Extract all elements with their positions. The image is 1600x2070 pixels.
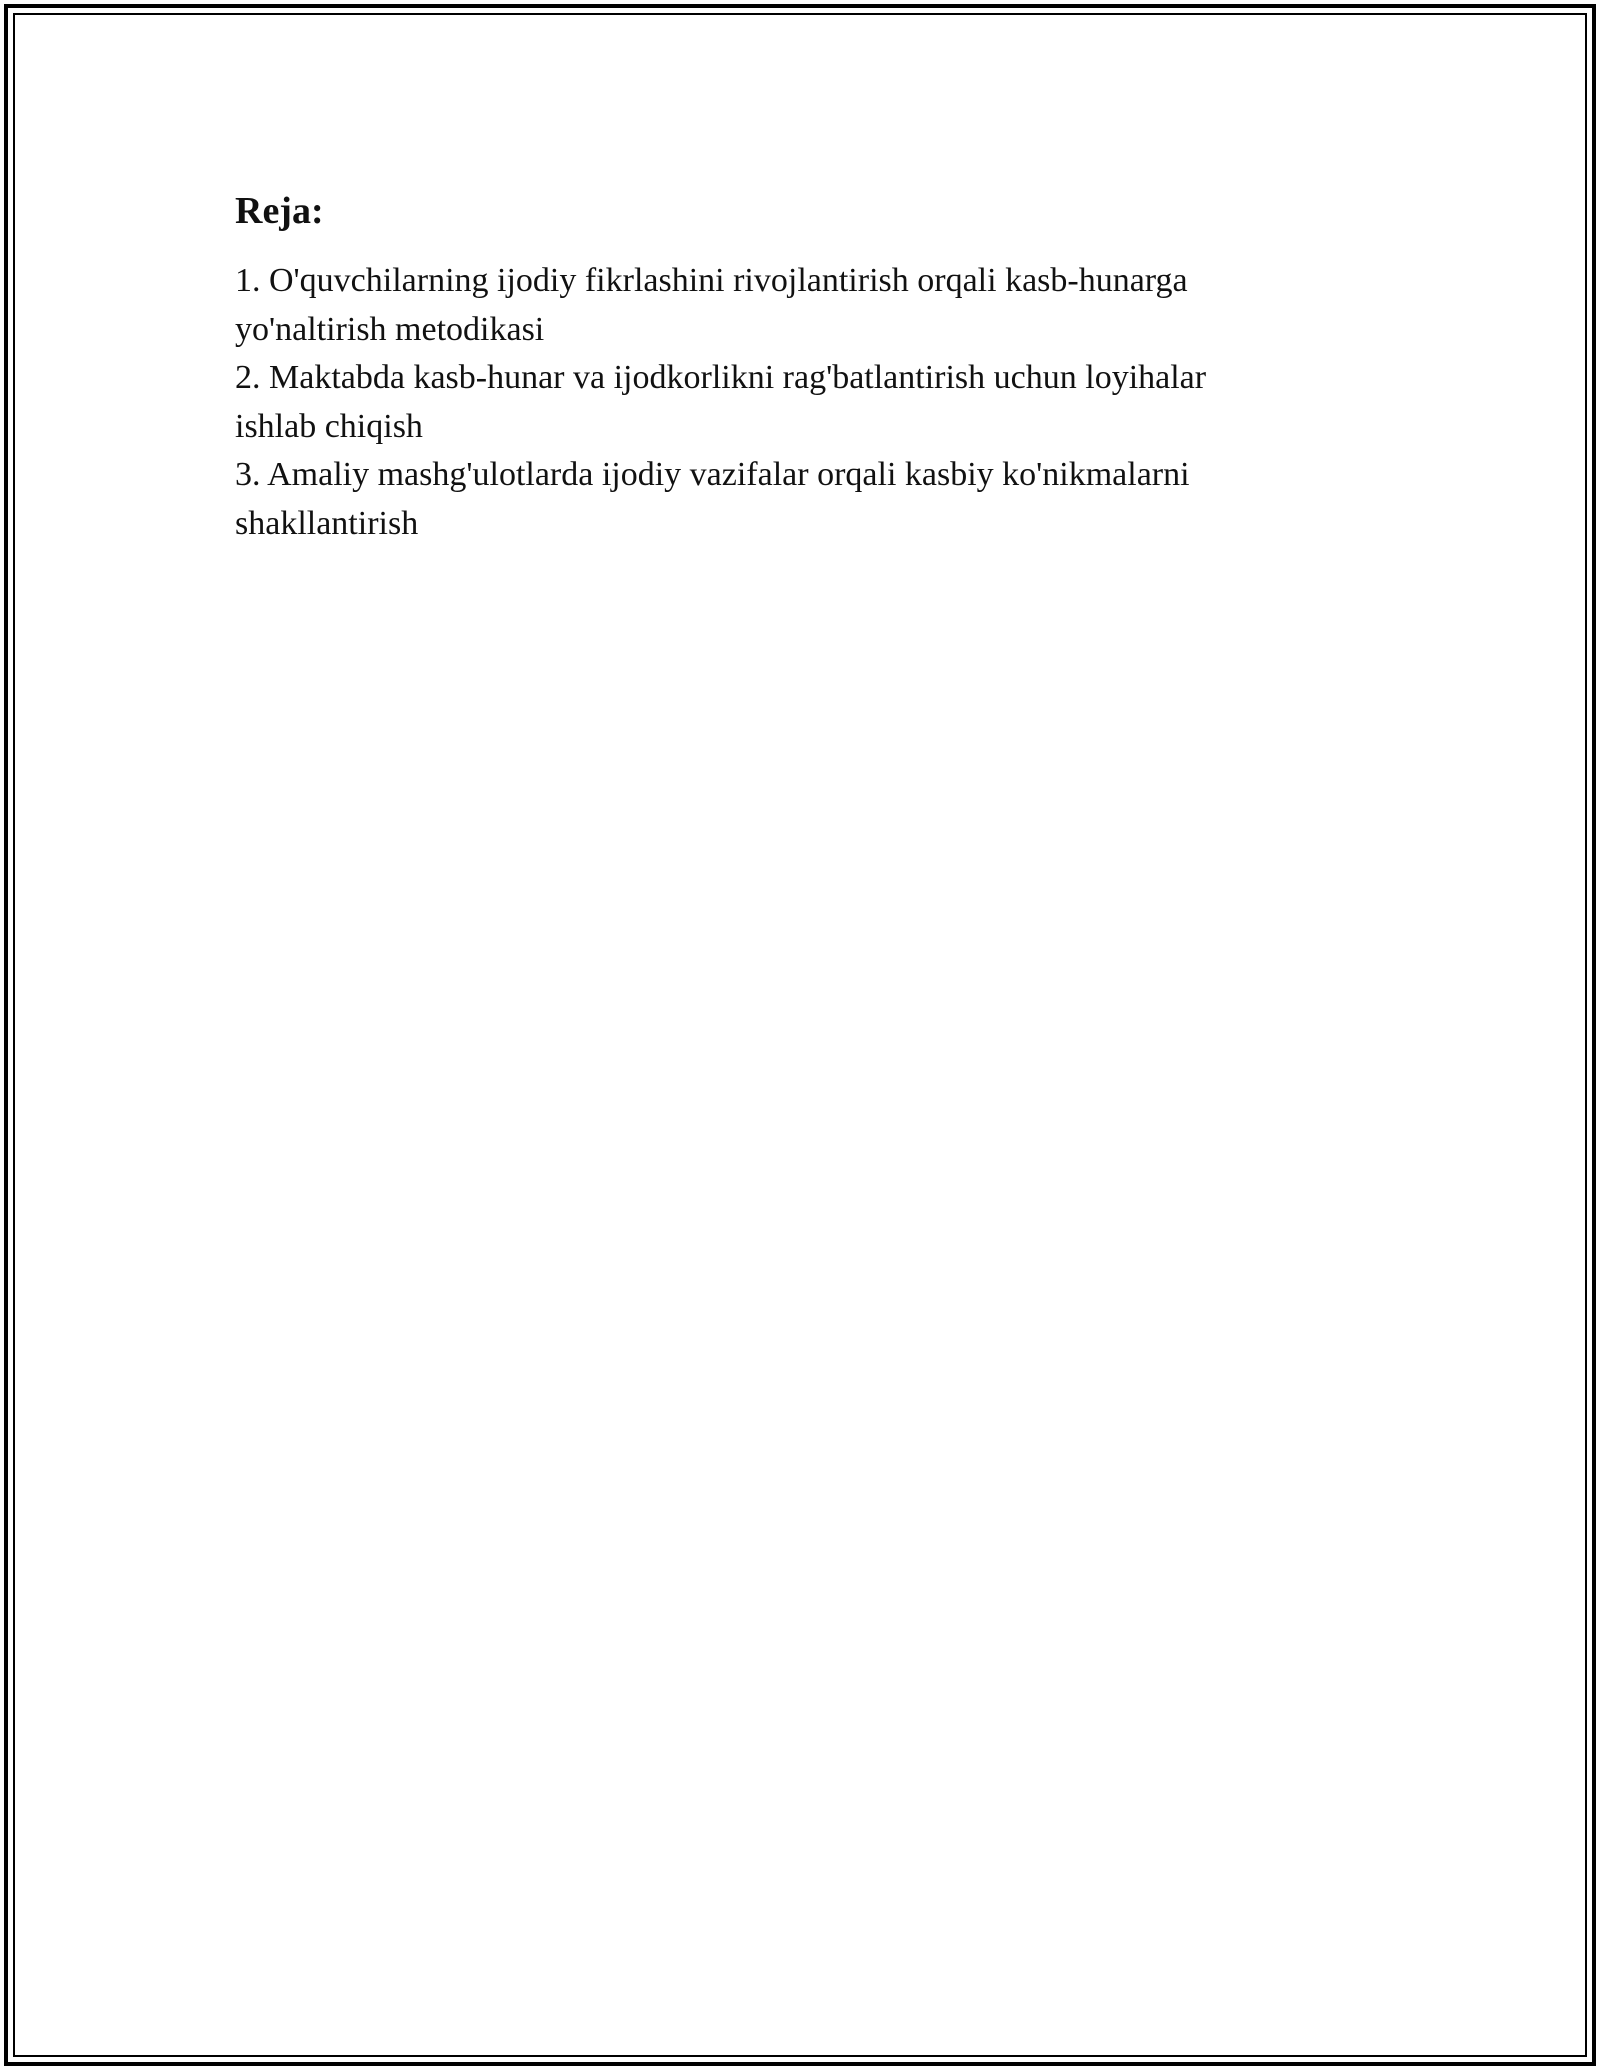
document-page <box>235 185 1355 548</box>
plan-list <box>235 257 1355 548</box>
plan-item-line: 3. Amaliy mashg'ulotlarda ijodiy vazifalar orqali kasbiy ko'nikmalarni <box>235 456 1190 493</box>
page-title: Reja: <box>235 190 324 232</box>
plan-item-line: ishlab chiqish <box>235 407 423 445</box>
plan-item-line: 2. Maktabda kasb-hunar va ijodkorlikni rag'batlantirish uchun loyihalar <box>235 359 1207 396</box>
plan-item-line: yo'naltirish metodikasi <box>235 310 545 348</box>
plan-item-line: shakllantirish <box>235 504 419 542</box>
plan-item-2 <box>235 354 1355 451</box>
plan-item-3 <box>235 451 1355 548</box>
plan-item-1 <box>235 257 1355 354</box>
plan-item-line: 1. O'quvchilarning ijodiy fikrlashini rivojlantirish orqali kasb-hunarga <box>235 262 1188 299</box>
